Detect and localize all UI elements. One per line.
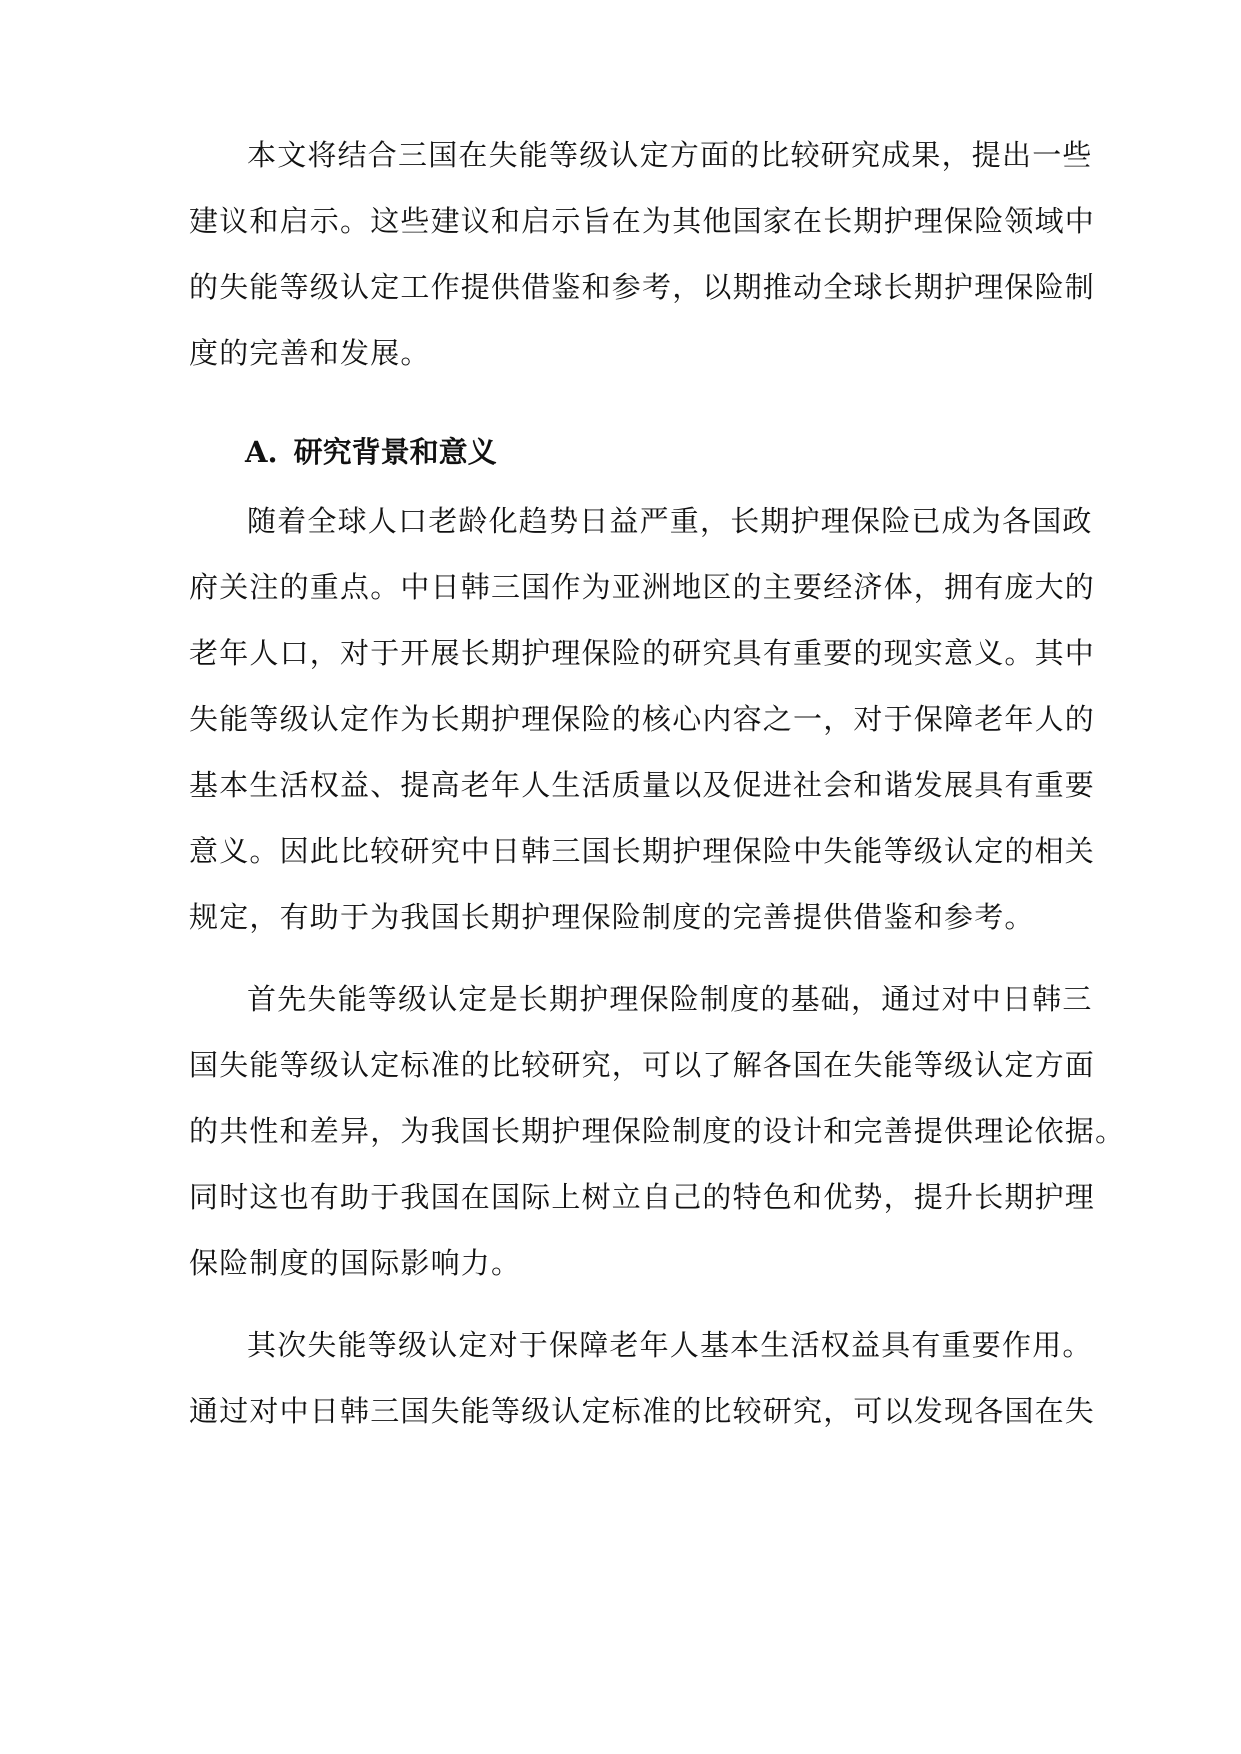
paragraph-3-line-3: 的共性和差异，为我国长期护理保险制度的设计和完善提供理论依据。 <box>189 1114 1126 1148</box>
paragraph-3-line-2: 国失能等级认定标准的比较研究，可以了解各国在失能等级认定方面 <box>189 1048 1096 1082</box>
paragraph-2-line-7: 规定，有助于为我国长期护理保险制度的完善提供借鉴和参考。 <box>189 900 1035 934</box>
section-heading-title: 研究背景和意义 <box>293 435 497 469</box>
section-heading-label: A. <box>245 435 278 469</box>
paragraph-1-line-2: 建议和启示。这些建议和启示旨在为其他国家在长期护理保险领域中 <box>189 204 1096 238</box>
paragraph-4-line-2: 通过对中日韩三国失能等级认定标准的比较研究，可以发现各国在失 <box>189 1394 1096 1428</box>
paragraph-2-line-4: 失能等级认定作为长期护理保险的核心内容之一，对于保障老年人的 <box>189 702 1096 736</box>
paragraph-3-line-1: 首先失能等级认定是长期护理保险制度的基础，通过对中日韩三 <box>247 982 1093 1016</box>
paragraph-2-line-5: 基本生活权益、提高老年人生活质量以及促进社会和谐发展具有重要 <box>189 768 1096 802</box>
paragraph-1-line-1: 本文将结合三国在失能等级认定方面的比较研究成果，提出一些 <box>247 138 1093 172</box>
paragraph-2-line-1: 随着全球人口老龄化趋势日益严重，长期护理保险已成为各国政 <box>247 504 1093 538</box>
paragraph-4-line-1: 其次失能等级认定对于保障老年人基本生活权益具有重要作用。 <box>247 1328 1093 1362</box>
paragraph-2-line-3: 老年人口，对于开展长期护理保险的研究具有重要的现实意义。其中 <box>189 636 1096 670</box>
paragraph-1-line-3: 的失能等级认定工作提供借鉴和参考，以期推动全球长期护理保险制 <box>189 270 1096 304</box>
section-heading <box>245 432 497 472</box>
paragraph-2-line-2: 府关注的重点。中日韩三国作为亚洲地区的主要经济体，拥有庞大的 <box>189 570 1096 604</box>
paragraph-2-line-6: 意义。因此比较研究中日韩三国长期护理保险中失能等级认定的相关 <box>189 834 1096 868</box>
paragraph-3-line-4: 同时这也有助于我国在国际上树立自己的特色和优势，提升长期护理 <box>189 1180 1096 1214</box>
paragraph-3-line-5: 保险制度的国际影响力。 <box>189 1246 522 1280</box>
paragraph-1-line-4: 度的完善和发展。 <box>189 336 431 370</box>
